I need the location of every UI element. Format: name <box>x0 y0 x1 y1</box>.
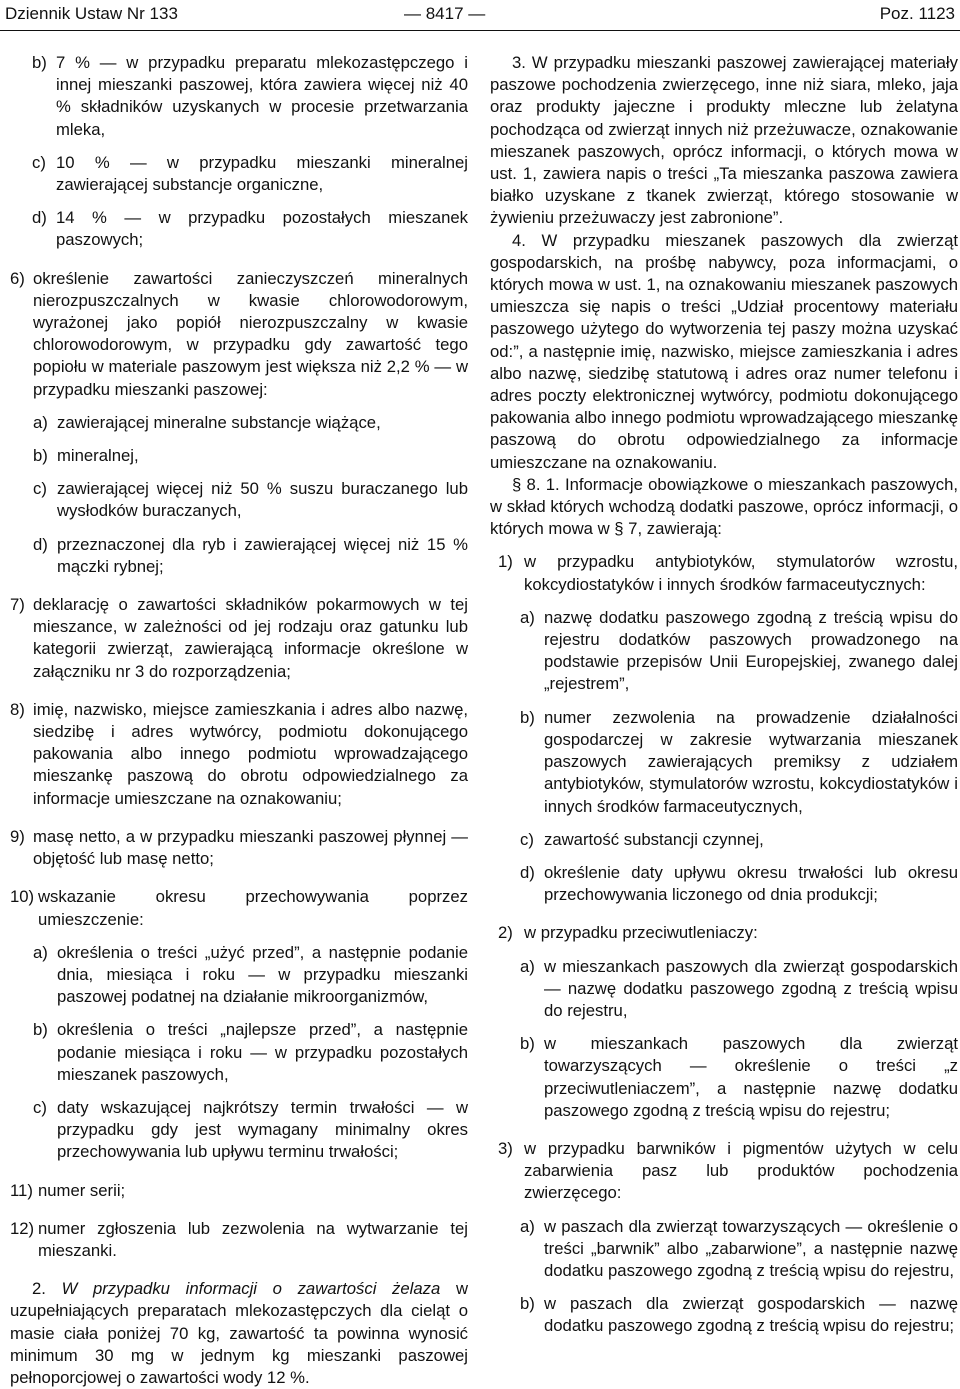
item-text: wskazanie okresu przechowywania poprzez umieszczenie: <box>38 887 468 929</box>
item-text: 10 % — w przypadku mieszanki mineralnej zawierającej substancje organiczne, <box>56 152 468 195</box>
list-item <box>490 956 958 1023</box>
list-item <box>10 1218 468 1262</box>
item-label: a) <box>520 1216 535 1236</box>
item-label: b) <box>33 446 48 466</box>
item-label: 7) <box>10 595 25 615</box>
list-item <box>10 268 468 401</box>
item-label: c) <box>520 829 534 849</box>
list-item <box>490 829 958 851</box>
item-text: daty wskazującej najkrótszy termin trwałości — w przypadku gdy jest wymagany minimalny okres przechowywania lub upływu terminu trwałości; <box>57 1097 468 1162</box>
item-label: d) <box>33 534 48 554</box>
item-text: 7 % — w przypadku preparatu mlekozastępczego i innej mieszanki paszowej, która zawiera więcej niż 40 % składników uzyskanych w procesie przetwarzania mleka, <box>56 53 468 139</box>
paragraph-number: 2. <box>32 1279 46 1299</box>
item-text: imię, nazwisko, miejsce zamieszkania i adres albo nazwę, siedzibę i adres wytwórcy, podmiotu dokonującego pakowania albo innego podmiotu wprowadzającego mieszankę paszową do obrotu odpowiedzialnego za informacje umieszczane na oznakowaniu; <box>33 699 468 808</box>
item-label: b) <box>32 53 47 72</box>
position-number: Poz. 1123 <box>879 4 955 23</box>
paragraph-text: w uzupełniających preparatach mlekozastępczych dla cieląt o masie ciała poniżej 70 kg, zawartość ta powinna wynosić minimum 30 mg w jednym kg mieszanki paszowej pełnoporcjowej o zawartości wody 12 %. <box>10 1279 469 1387</box>
item-text: 14 % — w przypadku pozostałych mieszanek paszowych; <box>56 208 468 250</box>
paragraph-2 <box>10 1278 468 1389</box>
list-item <box>10 942 468 1009</box>
item-text: określenie daty upływu okresu trwałości lub okresu przechowywania liczonego od dnia produkcji; <box>544 862 958 905</box>
right-column <box>490 52 958 1338</box>
item-label: 12) <box>10 1218 35 1238</box>
item-text: numer serii; <box>38 1180 126 1200</box>
section-8: § 8. 1. Informacje obowiązkowe o mieszankach paszowych, w skład których wchodzą dodatki paszowe, oprócz informacji, o których mowa w § 7, zawierają: <box>490 474 958 539</box>
item-label: 3) <box>498 1138 513 1158</box>
page-header <box>0 0 960 31</box>
paragraph-3: 3. W przypadku mieszanki paszowej zawierającej materiały paszowe pochodzenia zwierzęcego, inne niż siara, mleko, jaja oraz produkty jajeczne i produkty mleczne lub żelatyna pochodząca od zwierząt innych niż przeżuwacze, oznakowanie mieszanek paszowych, oprócz informacji, o których mowa w ust. 1, zawiera napis o treści „Ta mieszanka paszowa zawiera białko uzyskane z tkanek zwierząt, którego stosowanie w żywieniu przeżuwaczy jest zabronione”. <box>490 53 958 228</box>
list-item <box>490 922 958 944</box>
item-label: b) <box>33 1020 48 1040</box>
list-item <box>10 478 468 522</box>
list-item <box>10 1019 468 1086</box>
list-item <box>10 594 468 683</box>
page-number: — 8417 — <box>404 4 486 23</box>
item-label: 11) <box>10 1180 33 1200</box>
item-text: w mieszankach paszowych dla zwierząt gospodarskich — nazwę dodatku paszowego zgodną z treścią wpisu do rejestru, <box>544 956 958 1020</box>
item-text: masę netto, a w przypadku mieszanki paszowej płynnej — objętość lub masę netto; <box>33 826 468 869</box>
list-item <box>490 1216 958 1283</box>
item-label: b) <box>520 1294 535 1314</box>
item-text: zawierającej mineralne substancje wiążące, <box>57 412 381 432</box>
item-text: zawartość substancji czynnej, <box>544 829 764 849</box>
list-item <box>490 1138 958 1205</box>
item-label: c) <box>32 152 46 172</box>
item-text: deklarację o zawartości składników pokarmowych w tej mieszance, w zależności od jej rodzaju oraz gatunku lub kategorii zwierząt, zawierającą informacje określone w załączniku nr 3 do rozporządzenia; <box>33 595 468 681</box>
item-label: 2) <box>498 923 513 943</box>
list-item <box>10 826 468 870</box>
item-label: a) <box>520 607 535 627</box>
item-label: b) <box>520 707 535 727</box>
list-item <box>10 412 468 434</box>
item-text: w przypadku przeciwutleniaczy: <box>524 923 758 943</box>
item-text: przeznaczonej dla ryb i zawierającej więcej niż 15 % mączki rybnej; <box>57 534 468 576</box>
list-item <box>10 886 468 930</box>
item-text: określenia o treści „użyć przed”, a następnie podanie dnia, miesiąca i roku — w przypadku mieszanki paszowej podatnej na działanie mikroorganizmów, <box>57 942 468 1007</box>
item-text: określenia o treści „najlepsze przed”, a następnie podanie miesiąca i roku — w przypadku pozostałych mieszanek paszowych, <box>57 1020 468 1084</box>
item-text: numer zezwolenia na prowadzenie działalności gospodarczej w zakresie wytwarzania mieszanek paszowych zawierających premiksy z udziałem antybiotyków, stymulatorów wzrostu, kokcydiostatyków i innych środków farmaceutycznych, <box>544 707 958 816</box>
item-text: w paszach dla zwierząt gospodarskich — nazwę dodatku paszowego zgodną z treścią wpisu do rejestru; <box>544 1294 958 1336</box>
item-text: określenie zawartości zanieczyszczeń mineralnych nierozpuszczalnych w kwasie chlorowodorowym, wyrażonej jako popiół nierozpuszczalny w kwasie chlorowodorowym, w przypadku gdy zawartość tego popiołu w materiale paszowym jest większa niż 2,2 % — w przypadku mieszanki paszowej: <box>33 268 468 399</box>
left-column <box>10 52 468 1389</box>
item-text: mineralnej, <box>57 446 139 466</box>
item-label: 1) <box>498 552 513 572</box>
item-text: w przypadku barwników i pigmentów użytych w celu zabarwienia pasz lub produktów pochodzenia zwierzęcego: <box>524 1138 958 1203</box>
list-item <box>10 207 468 251</box>
list-item <box>490 1293 958 1337</box>
list-item <box>10 534 468 578</box>
item-text: w przypadku antybiotyków, stymulatorów wzrostu, kokcydiostatyków i innych środków farmaceutycznych: <box>524 552 958 594</box>
list-item <box>490 862 958 906</box>
item-label: d) <box>32 208 47 228</box>
item-label: 6) <box>10 268 25 288</box>
item-label: c) <box>33 1097 47 1117</box>
list-item <box>10 152 468 196</box>
item-label: c) <box>33 479 47 499</box>
item-label: a) <box>33 412 48 432</box>
list-item <box>10 1180 468 1202</box>
paragraph-lead: W przypadku informacji o zawartości żelaza <box>61 1279 441 1299</box>
item-text: w mieszankach paszowych dla zwierząt towarzyszących — określenie o treści „z przeciwutleniaczem”, a następnie nazwę dodatku paszowego zgodną z treścią wpisu do rejestru; <box>544 1034 958 1120</box>
item-text: numer zgłoszenia lub zezwolenia na wytwarzanie tej mieszanki. <box>38 1218 468 1260</box>
item-label: 8) <box>10 699 25 719</box>
list-item <box>10 1097 468 1164</box>
list-item <box>10 699 468 810</box>
item-text: nazwę dodatku paszowego zgodną z treścią wpisu do rejestru dodatków paszowych prowadzonego na podstawie przepisów Unii Europejskiej, zwanego dalej „rejestrem”, <box>544 607 958 694</box>
item-label: 10) <box>10 887 35 907</box>
list-item <box>10 445 468 467</box>
list-item <box>490 1033 958 1122</box>
item-label: 9) <box>10 826 25 846</box>
paragraph-4: 4. W przypadku mieszanek paszowych dla zwierząt gospodarskich, na prośbę nabywcy, poza informacjami, o których mowa w ust. 1, na oznakowaniu mieszanek paszowych umieszcza się napis o treści „Udział procentowy materiału paszowego użytego do wytworzenia tej paszy można uzyskać od:”, a następnie imię, nazwisko, miejsce zamieszkania i adres albo nazwę, siedzibę statutową i adres oraz numer telefonu i adres poczty elektronicznej wytwórcy, podmiotu dokonującego pakowania albo innego podmiotu wprowadzającego mieszankę paszową do obrotu odpowiedzialnego za informacje umieszczane na oznakowaniu. <box>490 230 958 472</box>
list-item <box>490 707 958 818</box>
item-label: d) <box>520 862 535 882</box>
item-label: b) <box>520 1034 535 1054</box>
journal-title: Dziennik Ustaw Nr 133 <box>5 4 178 23</box>
list-item <box>10 52 468 141</box>
item-text: zawierającej więcej niż 50 % suszu buraczanego lub wysłodków buraczanych, <box>57 479 468 521</box>
list-item <box>490 551 958 595</box>
item-text: w paszach dla zwierząt towarzyszących — określenie o treści „barwnik” albo „zabarwione”, a następnie nazwę dodatku paszowego zgodną z treścią wpisu do rejestru, <box>544 1216 958 1280</box>
list-item <box>490 607 958 696</box>
item-label: a) <box>520 956 535 976</box>
item-label: a) <box>33 942 48 962</box>
